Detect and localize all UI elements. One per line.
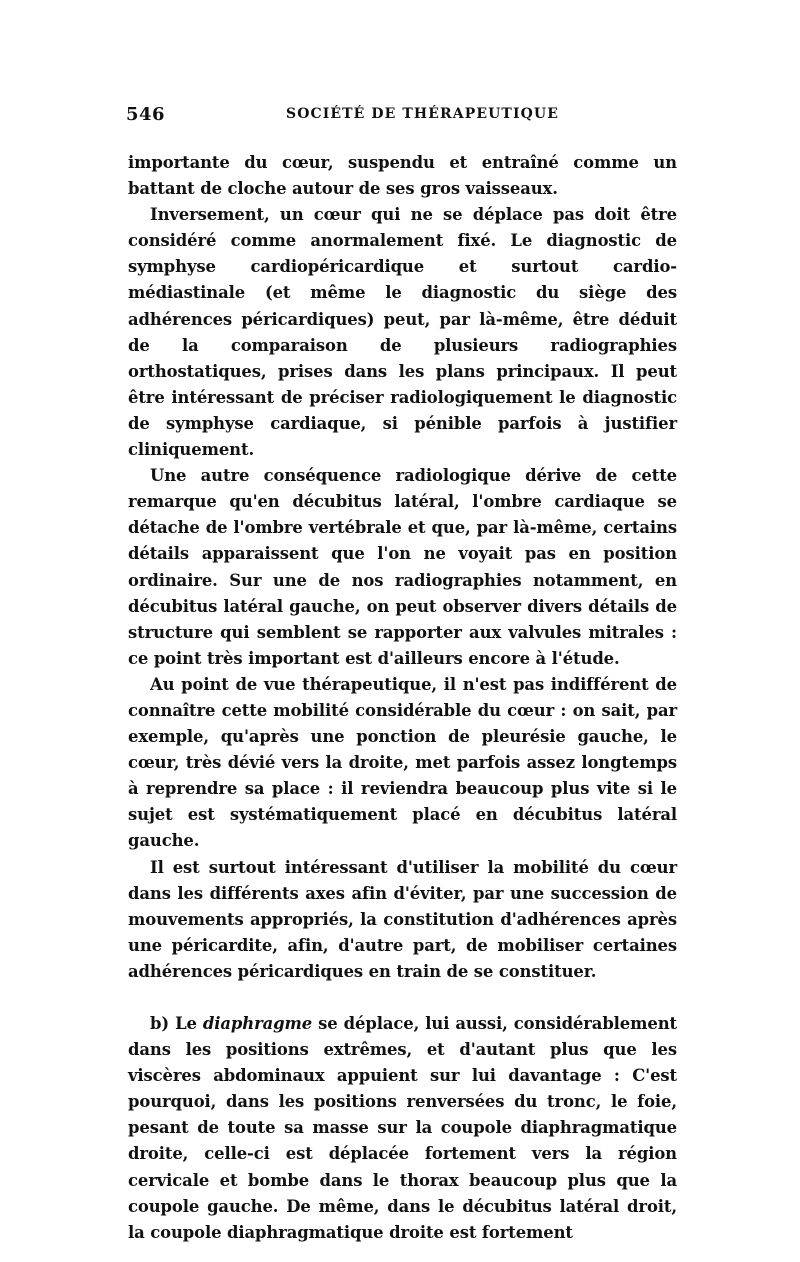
section-spacer	[128, 985, 677, 1011]
running-title: SOCIÉTÉ DE THÉRAPEUTIQUE	[286, 106, 559, 122]
section-b-paragraph	[128, 1011, 677, 1246]
paragraph: Une autre conséquence radiologique dérive de cette remarque qu'en décubitus latéral, l'ombre cardiaque se détache de l'ombre vertébrale et que, par là-même, certains détails apparaissent que l'on ne voyait pas en position ordinaire. Sur une de nos radiographies notamment, en décubitus latéral gauche, on peut observer divers détails de structure qui semblent se rapporter aux valvules mitrales : ce point très important est d'ailleurs encore à l'étude.	[128, 466, 677, 668]
section-b-label: b) Le	[150, 1014, 203, 1033]
paragraph: Inversement, un cœur qui ne se déplace pas doit être considéré comme anormalement fixé. Le diagnostic de symphyse cardiopéricardique et surtout cardio-médiastinale (et même le diagnostic du siège des adhérences péricardiques) peut, par là-même, être déduit de la comparaison de plusieurs radiographies orthostatiques, prises dans les plans principaux. Il peut être intéressant de préciser radiologiquement le diagnostic de symphyse cardiaque, si pénible parfois à justifier cliniquement.	[128, 205, 677, 460]
section-b-text: se déplace, lui aussi, considérablement dans les positions extrêmes, et d'autant plus que les viscères abdominaux appuient sur lui davantage : C'est pourquoi, dans les positions renversées du tronc, le foie, pesant de toute sa masse sur la coupole diaphragmatique droite, celle-ci est déplacée fortement vers la région cervicale et bombe dans le thorax beaucoup plus que la coupole gauche. De même, dans le décubitus latéral droit, la coupole diaphragmatique droite est fortement	[128, 1014, 677, 1242]
body-text	[128, 150, 677, 1246]
page-header	[126, 104, 676, 134]
section-b-italic-term: diaphragme	[202, 1014, 313, 1033]
paragraph: Au point de vue thérapeutique, il n'est pas indifférent de connaître cette mobilité considérable du cœur : on sait, par exemple, qu'après une ponction de pleurésie gauche, le cœur, très dévié vers la droite, met parfois assez longtemps à reprendre sa place : il reviendra beaucoup plus vite si le sujet est systématiquement placé en décubitus latéral gauche.	[128, 674, 677, 851]
paragraph: Il est surtout intéressant d'utiliser la mobilité du cœur dans les différents axes afin d'éviter, par une succession de mouvements appropriés, la constitution d'adhérences après une péricardite, afin, d'autre part, de mobiliser certaines adhérences péricardiques en train de se constituer.	[128, 857, 677, 981]
paragraph: importante du cœur, suspendu et entraîné comme un battant de cloche autour de ses gros vaisseaux.	[128, 153, 677, 199]
page-number: 546	[126, 104, 166, 125]
